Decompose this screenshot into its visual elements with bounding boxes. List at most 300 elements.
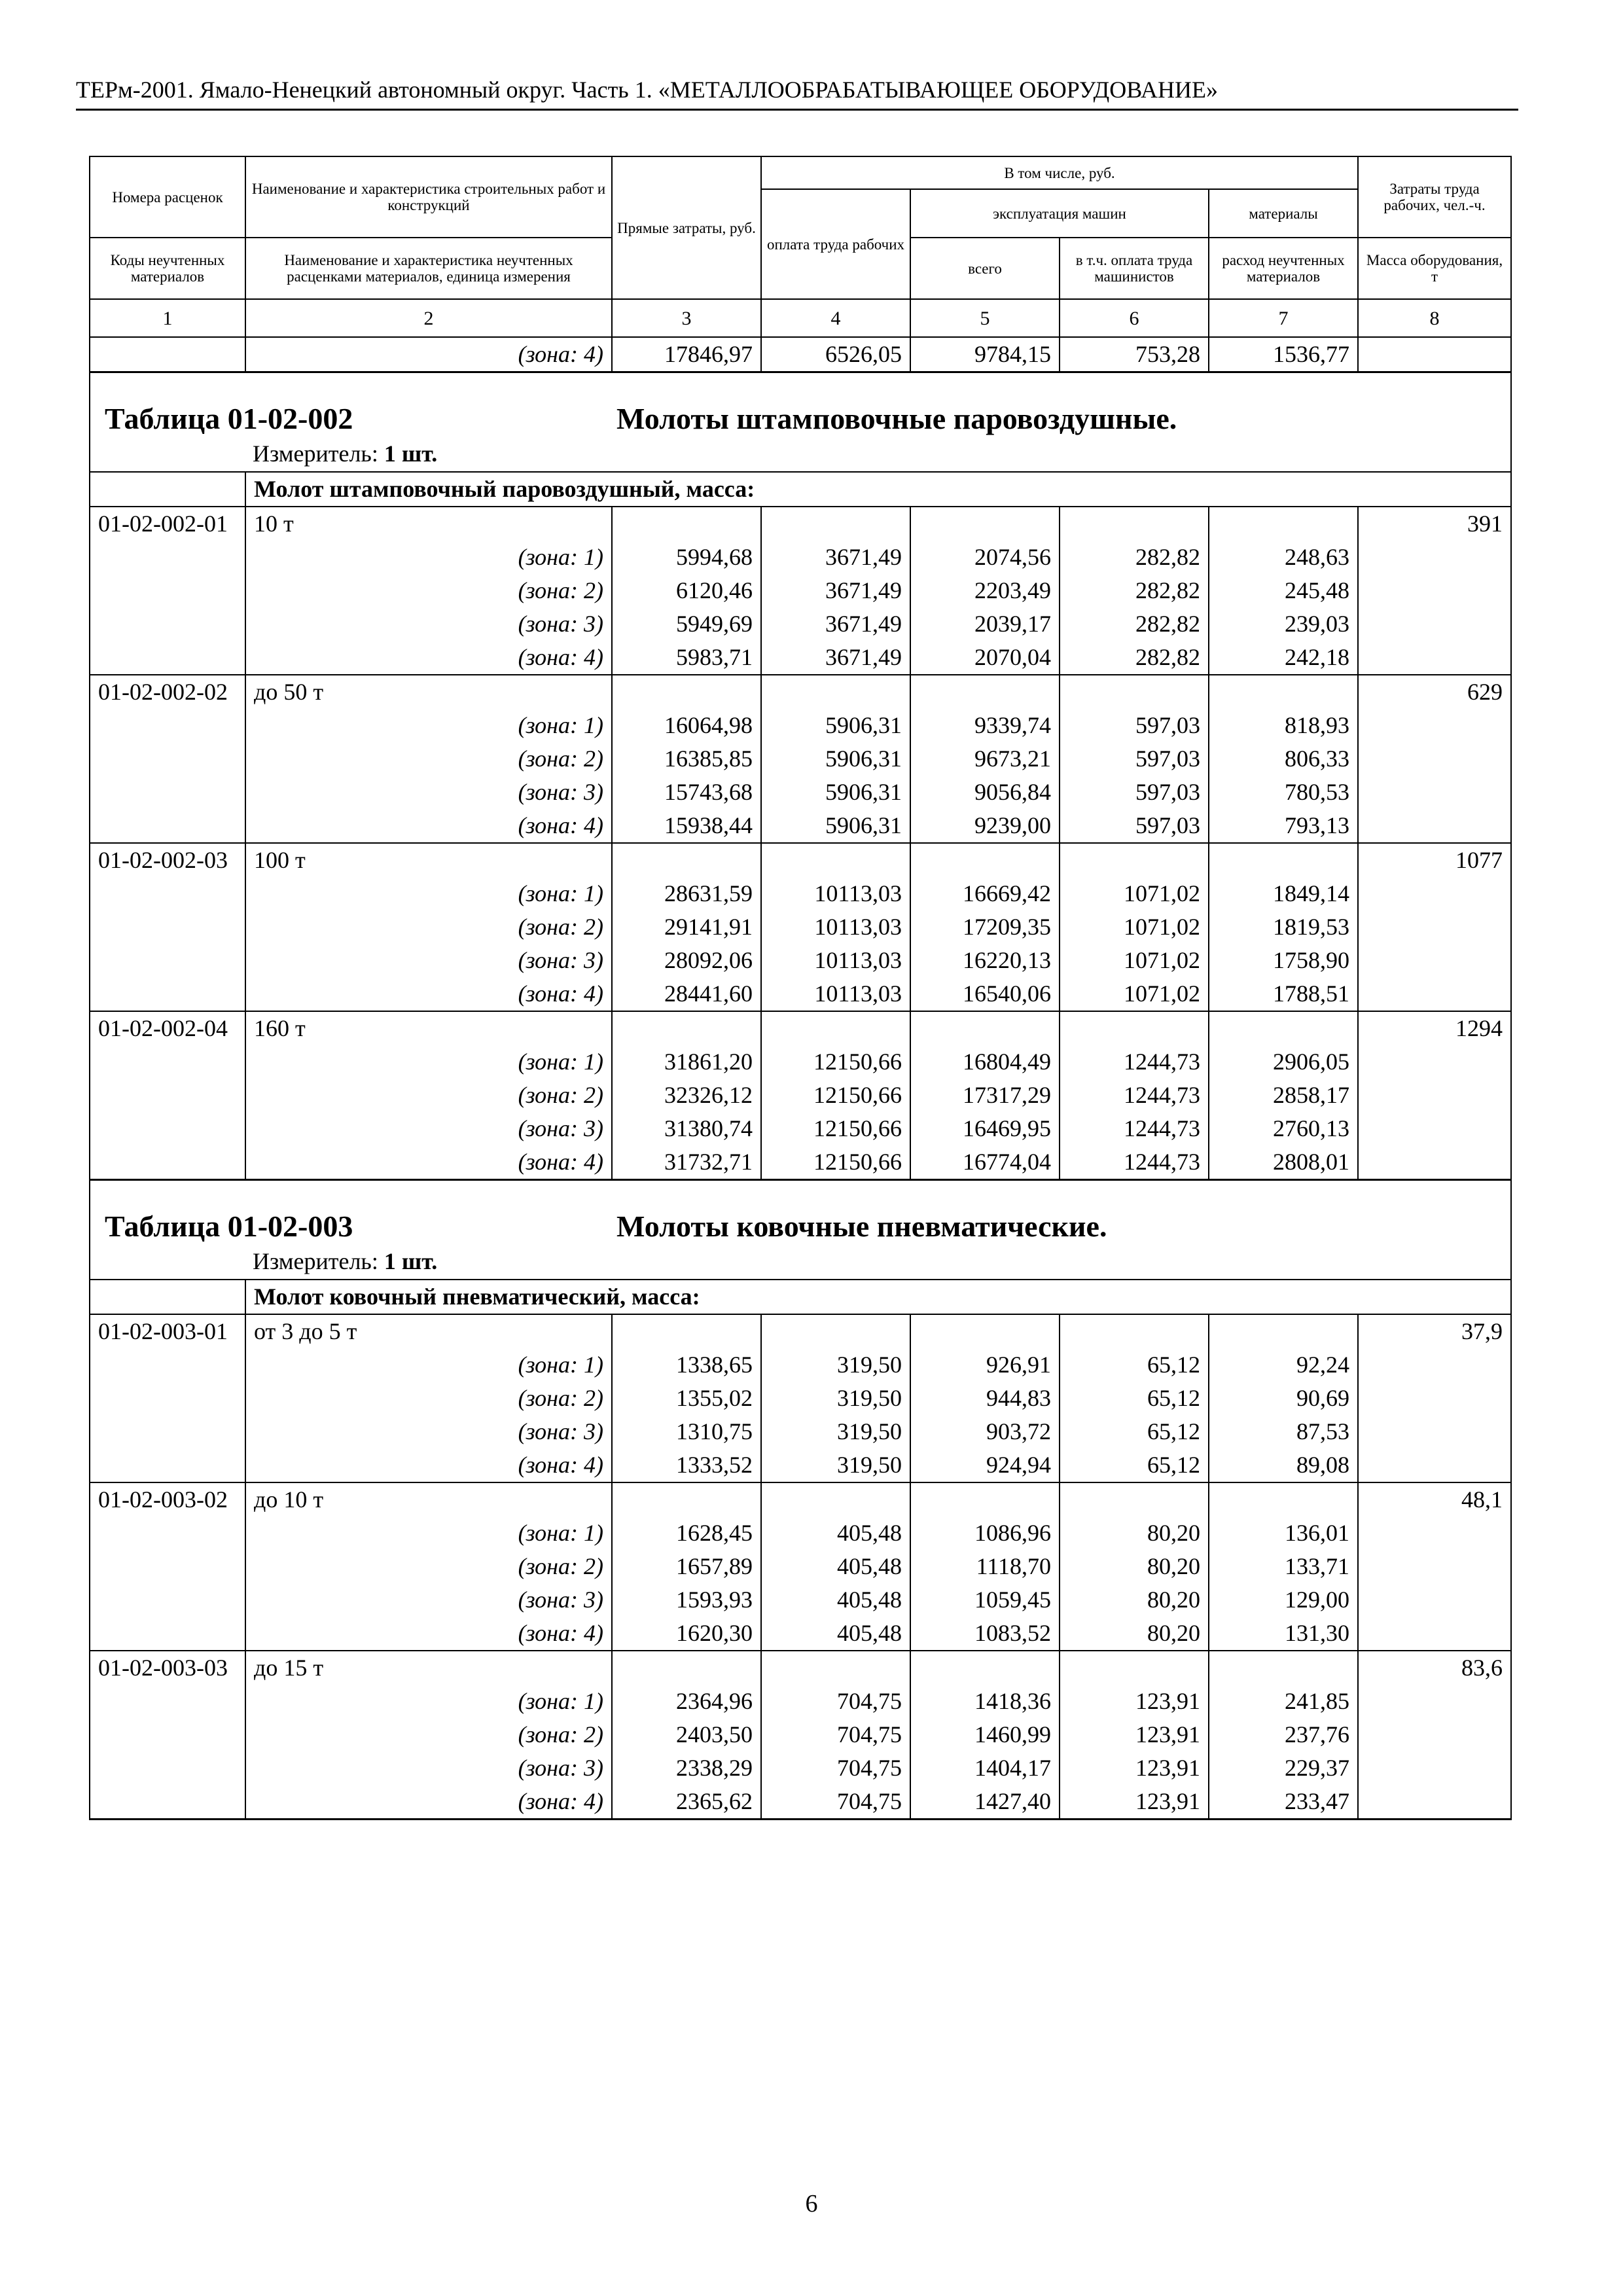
labor-cost-cell [761, 1482, 910, 1516]
labor-cost-cell: 12150,66 [761, 1045, 910, 1079]
materials-cost-cell: 233,47 [1209, 1785, 1358, 1820]
direct-cost-cell: 1593,93 [612, 1583, 761, 1617]
machinist-cost-cell: 597,03 [1060, 709, 1209, 742]
zone-cell: (зона: 1) [245, 709, 612, 742]
machine-cost-cell: 1118,70 [910, 1550, 1060, 1583]
code-cell [90, 1415, 245, 1448]
machinist-cost-cell: 65,12 [1060, 1382, 1209, 1415]
zone-row [90, 776, 1511, 809]
machinist-cost-cell: 80,20 [1060, 1583, 1209, 1617]
labor-cost-cell: 12150,66 [761, 1112, 910, 1145]
direct-cost-cell: 1310,75 [612, 1415, 761, 1448]
mass-cell [1358, 1751, 1511, 1785]
machinist-cost-cell: 80,20 [1060, 1550, 1209, 1583]
code-cell [90, 641, 245, 675]
materials-cost-cell [1209, 843, 1358, 877]
machine-cost-cell: 9784,15 [910, 337, 1060, 372]
col7-header: расход неучтенных материалов [1209, 238, 1358, 299]
direct-cost-cell: 16064,98 [612, 709, 761, 742]
mass-cell [1358, 337, 1511, 372]
zone-cell: (зона: 4) [245, 337, 612, 372]
mass-cell [1358, 809, 1511, 843]
machine-cost-cell: 9673,21 [910, 742, 1060, 776]
labor-cost-cell [761, 1011, 910, 1045]
machinist-cost-cell: 65,12 [1060, 1448, 1209, 1482]
code-cell [90, 1112, 245, 1145]
machinist-cost-cell: 282,82 [1060, 541, 1209, 574]
mass-cell [1358, 944, 1511, 977]
item-code: 01-02-003-01 [90, 1314, 245, 1348]
col-number: 1 [90, 299, 245, 337]
zone-row [90, 1751, 1511, 1785]
col-number: 7 [1209, 299, 1358, 337]
col5-header: всего [910, 238, 1060, 299]
machine-cost-cell: 2039,17 [910, 607, 1060, 641]
mass-cell: 1294 [1358, 1011, 1511, 1045]
item-row [90, 1482, 1511, 1516]
direct-cost-cell: 2364,96 [612, 1685, 761, 1718]
materials-cost-cell: 92,24 [1209, 1348, 1358, 1382]
materials-cost-cell: 2906,05 [1209, 1045, 1358, 1079]
table-title: Таблица 01-02-003 [105, 1210, 353, 1243]
zone-cell: (зона: 2) [245, 742, 612, 776]
materials-cost-cell: 133,71 [1209, 1550, 1358, 1583]
direct-cost-cell [612, 507, 761, 541]
zone-cell: (зона: 4) [245, 1448, 612, 1482]
machine-cost-cell: 903,72 [910, 1415, 1060, 1448]
col8-top-header: Затраты труда рабочих, чел.-ч. [1358, 156, 1511, 238]
labor-cost-cell [761, 843, 910, 877]
materials-cost-cell: 239,03 [1209, 607, 1358, 641]
col-number: 6 [1060, 299, 1209, 337]
labor-cost-cell: 10113,03 [761, 977, 910, 1011]
materials-cost-cell: 87,53 [1209, 1415, 1358, 1448]
machine-cost-cell: 1059,45 [910, 1583, 1060, 1617]
machine-cost-cell: 2070,04 [910, 641, 1060, 675]
item-code: 01-02-003-03 [90, 1651, 245, 1685]
mass-cell [1358, 1382, 1511, 1415]
group-row [90, 1280, 1511, 1314]
zone-row [90, 910, 1511, 944]
machine-cost-cell: 1083,52 [910, 1617, 1060, 1651]
mass-cell [1358, 1785, 1511, 1820]
code-cell [90, 1550, 245, 1583]
machine-cost-cell: 2203,49 [910, 574, 1060, 607]
labor-cost-cell: 3671,49 [761, 641, 910, 675]
zone-cell: (зона: 4) [245, 809, 612, 843]
zone-row [90, 1045, 1511, 1079]
labor-cost-cell [761, 507, 910, 541]
zone-cell: (зона: 1) [245, 1685, 612, 1718]
table-name: Молоты ковочные пневматические. [616, 1210, 1107, 1243]
machinist-cost-cell: 123,91 [1060, 1785, 1209, 1820]
zone-row [90, 1415, 1511, 1448]
zone-cell: (зона: 1) [245, 1045, 612, 1079]
zone-row [90, 1079, 1511, 1112]
materials-cost-cell [1209, 1651, 1358, 1685]
zone-cell: (зона: 3) [245, 776, 612, 809]
unit-value: 1 шт. [383, 440, 438, 467]
machine-cost-cell: 1427,40 [910, 1785, 1060, 1820]
machinist-cost-cell: 1244,73 [1060, 1079, 1209, 1112]
direct-cost-cell [612, 1482, 761, 1516]
direct-cost-cell: 28631,59 [612, 877, 761, 910]
direct-cost-cell: 2365,62 [612, 1785, 761, 1820]
mass-cell: 1077 [1358, 843, 1511, 877]
machine-cost-cell: 9339,74 [910, 709, 1060, 742]
unit-label: Измеритель: [253, 1248, 378, 1274]
mass-cell: 37,9 [1358, 1314, 1511, 1348]
item-code: 01-02-003-02 [90, 1482, 245, 1516]
unit-value: 1 шт. [383, 1248, 438, 1274]
code-cell [90, 910, 245, 944]
zone-row [90, 1348, 1511, 1382]
machine-cost-cell: 16774,04 [910, 1145, 1060, 1180]
zone-cell: (зона: 1) [245, 541, 612, 574]
machinist-cost-cell: 1071,02 [1060, 910, 1209, 944]
mass-cell [1358, 1448, 1511, 1482]
price-table [89, 156, 1512, 1820]
carry-row [90, 337, 1511, 372]
item-description: до 50 т [245, 675, 612, 709]
machinist-cost-cell: 1244,73 [1060, 1045, 1209, 1079]
zone-row [90, 1718, 1511, 1751]
mass-cell [1358, 1685, 1511, 1718]
zone-cell: (зона: 2) [245, 910, 612, 944]
labor-cost-cell: 3671,49 [761, 574, 910, 607]
col3-header: Прямые затраты, руб. [612, 156, 761, 299]
direct-cost-cell: 1338,65 [612, 1348, 761, 1382]
machinist-cost-cell [1060, 1651, 1209, 1685]
col-number: 5 [910, 299, 1060, 337]
materials-cost-cell: 131,30 [1209, 1617, 1358, 1651]
labor-cost-cell: 704,75 [761, 1718, 910, 1751]
direct-cost-cell: 5949,69 [612, 607, 761, 641]
materials-cost-cell: 136,01 [1209, 1516, 1358, 1550]
labor-cost-cell: 12150,66 [761, 1079, 910, 1112]
zone-cell: (зона: 3) [245, 944, 612, 977]
materials-cost-cell: 793,13 [1209, 809, 1358, 843]
table-header [90, 156, 1511, 337]
mass-cell [1358, 1045, 1511, 1079]
mass-cell [1358, 1550, 1511, 1583]
code-cell [90, 877, 245, 910]
col2-bottom-header: Наименование и характеристика неучтенных расценками материалов, единица измерения [245, 238, 612, 299]
unit-line [253, 439, 437, 469]
code-cell [90, 1617, 245, 1651]
machine-cost-cell: 2074,56 [910, 541, 1060, 574]
table-section-cell [90, 372, 1511, 473]
mass-cell [1358, 641, 1511, 675]
mass-cell [1358, 877, 1511, 910]
materials-cost-cell: 1819,53 [1209, 910, 1358, 944]
materials-cost-cell: 229,37 [1209, 1751, 1358, 1785]
zone-row [90, 877, 1511, 910]
materials-cost-cell [1209, 1482, 1358, 1516]
labor-cost-cell: 5906,31 [761, 709, 910, 742]
machinist-cost-cell: 597,03 [1060, 809, 1209, 843]
materials-cost-cell: 806,33 [1209, 742, 1358, 776]
machinist-cost-cell: 80,20 [1060, 1516, 1209, 1550]
materials-cost-cell: 818,93 [1209, 709, 1358, 742]
code-cell [90, 1079, 245, 1112]
machinist-cost-cell: 1071,02 [1060, 944, 1209, 977]
machinist-cost-cell: 1071,02 [1060, 977, 1209, 1011]
zone-cell: (зона: 1) [245, 877, 612, 910]
labor-cost-cell: 6526,05 [761, 337, 910, 372]
materials-header: материалы [1209, 189, 1358, 238]
item-code: 01-02-002-01 [90, 507, 245, 541]
materials-cost-cell: 1788,51 [1209, 977, 1358, 1011]
item-description: 10 т [245, 507, 612, 541]
zone-row [90, 607, 1511, 641]
zone-cell: (зона: 4) [245, 1785, 612, 1820]
machine-cost-cell [910, 1482, 1060, 1516]
mass-cell [1358, 977, 1511, 1011]
labor-cost-cell: 405,48 [761, 1516, 910, 1550]
direct-cost-cell: 17846,97 [612, 337, 761, 372]
code-cell [90, 1751, 245, 1785]
materials-cost-cell: 248,63 [1209, 541, 1358, 574]
item-code: 01-02-002-04 [90, 1011, 245, 1045]
direct-cost-cell: 2403,50 [612, 1718, 761, 1751]
materials-cost-cell: 2808,01 [1209, 1145, 1358, 1180]
direct-cost-cell: 1620,30 [612, 1617, 761, 1651]
group-title: Молот штамповочный паровоздушный, масса: [245, 472, 1511, 507]
machinist-cost-cell: 123,91 [1060, 1751, 1209, 1785]
direct-cost-cell: 5994,68 [612, 541, 761, 574]
materials-cost-cell: 241,85 [1209, 1685, 1358, 1718]
labor-cost-cell: 10113,03 [761, 944, 910, 977]
labor-cost-cell: 405,48 [761, 1583, 910, 1617]
col-number: 3 [612, 299, 761, 337]
item-row [90, 1011, 1511, 1045]
direct-cost-cell: 15938,44 [612, 809, 761, 843]
materials-cost-cell: 2760,13 [1209, 1112, 1358, 1145]
code-cell [90, 1516, 245, 1550]
machinist-cost-cell [1060, 1314, 1209, 1348]
labor-cost-cell: 12150,66 [761, 1145, 910, 1180]
materials-cost-cell [1209, 1314, 1358, 1348]
code-cell [90, 541, 245, 574]
mass-cell [1358, 742, 1511, 776]
direct-cost-cell: 1628,45 [612, 1516, 761, 1550]
machine-cost-cell: 9239,00 [910, 809, 1060, 843]
materials-cost-cell: 89,08 [1209, 1448, 1358, 1482]
machinist-cost-cell: 1244,73 [1060, 1112, 1209, 1145]
item-row [90, 1651, 1511, 1685]
zone-cell: (зона: 3) [245, 1583, 612, 1617]
code-cell [90, 1785, 245, 1820]
machinist-cost-cell [1060, 843, 1209, 877]
materials-cost-cell: 245,48 [1209, 574, 1358, 607]
zone-row [90, 1550, 1511, 1583]
machinist-cost-cell [1060, 1011, 1209, 1045]
code-cell [90, 1045, 245, 1079]
machinist-cost-cell [1060, 507, 1209, 541]
item-description: до 15 т [245, 1651, 612, 1685]
mass-cell [1358, 1112, 1511, 1145]
labor-cost-cell: 319,50 [761, 1382, 910, 1415]
machinist-cost-cell: 123,91 [1060, 1685, 1209, 1718]
code-cell [90, 1382, 245, 1415]
direct-cost-cell: 1657,89 [612, 1550, 761, 1583]
code-cell [90, 1145, 245, 1180]
machine-cost-cell: 16669,42 [910, 877, 1060, 910]
item-description: до 10 т [245, 1482, 612, 1516]
mass-cell: 83,6 [1358, 1651, 1511, 1685]
machine-cost-cell: 17209,35 [910, 910, 1060, 944]
machine-cost-cell: 16804,49 [910, 1045, 1060, 1079]
including-header: В том числе, руб. [761, 156, 1358, 189]
code-cell [90, 1348, 245, 1382]
zone-row [90, 641, 1511, 675]
machinist-cost-cell: 65,12 [1060, 1348, 1209, 1382]
direct-cost-cell: 31380,74 [612, 1112, 761, 1145]
zone-row [90, 541, 1511, 574]
materials-cost-cell: 237,76 [1209, 1718, 1358, 1751]
code-cell [90, 944, 245, 977]
labor-cost-cell: 5906,31 [761, 809, 910, 843]
machine-cost-cell: 1086,96 [910, 1516, 1060, 1550]
col1-top-header: Номера расценок [90, 156, 245, 238]
code-cell [90, 1280, 245, 1314]
direct-cost-cell [612, 1651, 761, 1685]
code-cell [90, 574, 245, 607]
labor-cost-cell: 405,48 [761, 1550, 910, 1583]
item-row [90, 1314, 1511, 1348]
unit-label: Измеритель: [253, 440, 378, 467]
zone-cell: (зона: 2) [245, 1079, 612, 1112]
zone-row [90, 1583, 1511, 1617]
direct-cost-cell [612, 675, 761, 709]
zone-cell: (зона: 1) [245, 1516, 612, 1550]
zone-row [90, 1516, 1511, 1550]
col-number: 4 [761, 299, 910, 337]
mass-cell [1358, 1145, 1511, 1180]
code-cell [90, 809, 245, 843]
labor-cost-cell: 319,50 [761, 1448, 910, 1482]
group-title: Молот ковочный пневматический, масса: [245, 1280, 1511, 1314]
zone-cell: (зона: 3) [245, 1112, 612, 1145]
materials-cost-cell: 1849,14 [1209, 877, 1358, 910]
zone-cell: (зона: 1) [245, 1348, 612, 1382]
direct-cost-cell: 15743,68 [612, 776, 761, 809]
item-description: от 3 до 5 т [245, 1314, 612, 1348]
item-code: 01-02-002-02 [90, 675, 245, 709]
direct-cost-cell: 28441,60 [612, 977, 761, 1011]
materials-cost-cell: 129,00 [1209, 1583, 1358, 1617]
machinist-cost-cell: 753,28 [1060, 337, 1209, 372]
direct-cost-cell: 1333,52 [612, 1448, 761, 1482]
mass-cell [1358, 574, 1511, 607]
zone-cell: (зона: 4) [245, 1145, 612, 1180]
labor-cost-cell: 10113,03 [761, 877, 910, 910]
machine-cost-cell: 924,94 [910, 1448, 1060, 1482]
page-header: ТЕРм-2001. Ямало-Ненецкий автономный округ. Часть 1. «МЕТАЛЛООБРАБАТЫВАЮЩЕЕ ОБОРУДОВАНИЕ» [76, 75, 1518, 111]
machine-cost-cell [910, 1651, 1060, 1685]
table-body [90, 337, 1511, 1820]
zone-row [90, 1685, 1511, 1718]
materials-cost-cell: 90,69 [1209, 1382, 1358, 1415]
code-cell [90, 337, 245, 372]
labor-cost-cell: 704,75 [761, 1685, 910, 1718]
materials-cost-cell [1209, 675, 1358, 709]
mass-cell [1358, 1079, 1511, 1112]
direct-cost-cell: 28092,06 [612, 944, 761, 977]
zone-cell: (зона: 3) [245, 607, 612, 641]
labor-cost-cell: 704,75 [761, 1751, 910, 1785]
machinist-cost-cell: 80,20 [1060, 1617, 1209, 1651]
materials-cost-cell: 1758,90 [1209, 944, 1358, 977]
machine-cost-cell [910, 1011, 1060, 1045]
direct-cost-cell [612, 1011, 761, 1045]
zone-row [90, 709, 1511, 742]
group-row [90, 472, 1511, 507]
code-cell [90, 607, 245, 641]
col1-bottom-header: Коды неучтенных материалов [90, 238, 245, 299]
machine-cost-cell: 1404,17 [910, 1751, 1060, 1785]
code-cell [90, 472, 245, 507]
machinist-cost-cell: 282,82 [1060, 607, 1209, 641]
item-code: 01-02-002-03 [90, 843, 245, 877]
item-description: 160 т [245, 1011, 612, 1045]
machinist-cost-cell [1060, 675, 1209, 709]
machinist-cost-cell: 1071,02 [1060, 877, 1209, 910]
mass-cell: 629 [1358, 675, 1511, 709]
table-section-header [90, 1180, 1511, 1280]
code-cell [90, 1718, 245, 1751]
code-cell [90, 1583, 245, 1617]
zone-row [90, 1112, 1511, 1145]
materials-cost-cell [1209, 1011, 1358, 1045]
machine-cost-cell [910, 675, 1060, 709]
mass-cell [1358, 1348, 1511, 1382]
materials-cost-cell: 2858,17 [1209, 1079, 1358, 1112]
zone-row [90, 1448, 1511, 1482]
zone-row [90, 742, 1511, 776]
mass-cell [1358, 776, 1511, 809]
machinist-cost-cell: 1244,73 [1060, 1145, 1209, 1180]
direct-cost-cell: 31861,20 [612, 1045, 761, 1079]
machinist-cost-cell: 597,03 [1060, 776, 1209, 809]
direct-cost-cell: 6120,46 [612, 574, 761, 607]
code-cell [90, 1685, 245, 1718]
zone-row [90, 1382, 1511, 1415]
machinist-cost-cell: 282,82 [1060, 574, 1209, 607]
mass-cell: 48,1 [1358, 1482, 1511, 1516]
machine-cost-cell: 16220,13 [910, 944, 1060, 977]
direct-cost-cell [612, 843, 761, 877]
col4-header: оплата труда рабочих [761, 189, 910, 299]
direct-cost-cell: 1355,02 [612, 1382, 761, 1415]
direct-cost-cell: 32326,12 [612, 1079, 761, 1112]
item-row [90, 843, 1511, 877]
labor-cost-cell: 319,50 [761, 1415, 910, 1448]
code-cell [90, 709, 245, 742]
labor-cost-cell: 405,48 [761, 1617, 910, 1651]
machine-cost-cell: 926,91 [910, 1348, 1060, 1382]
labor-cost-cell: 10113,03 [761, 910, 910, 944]
direct-cost-cell: 29141,91 [612, 910, 761, 944]
col-number: 2 [245, 299, 612, 337]
zone-cell: (зона: 2) [245, 1718, 612, 1751]
machine-cost-cell [910, 843, 1060, 877]
labor-cost-cell [761, 1651, 910, 1685]
zone-row [90, 1145, 1511, 1180]
col-number: 8 [1358, 299, 1511, 337]
direct-cost-cell: 2338,29 [612, 1751, 761, 1785]
